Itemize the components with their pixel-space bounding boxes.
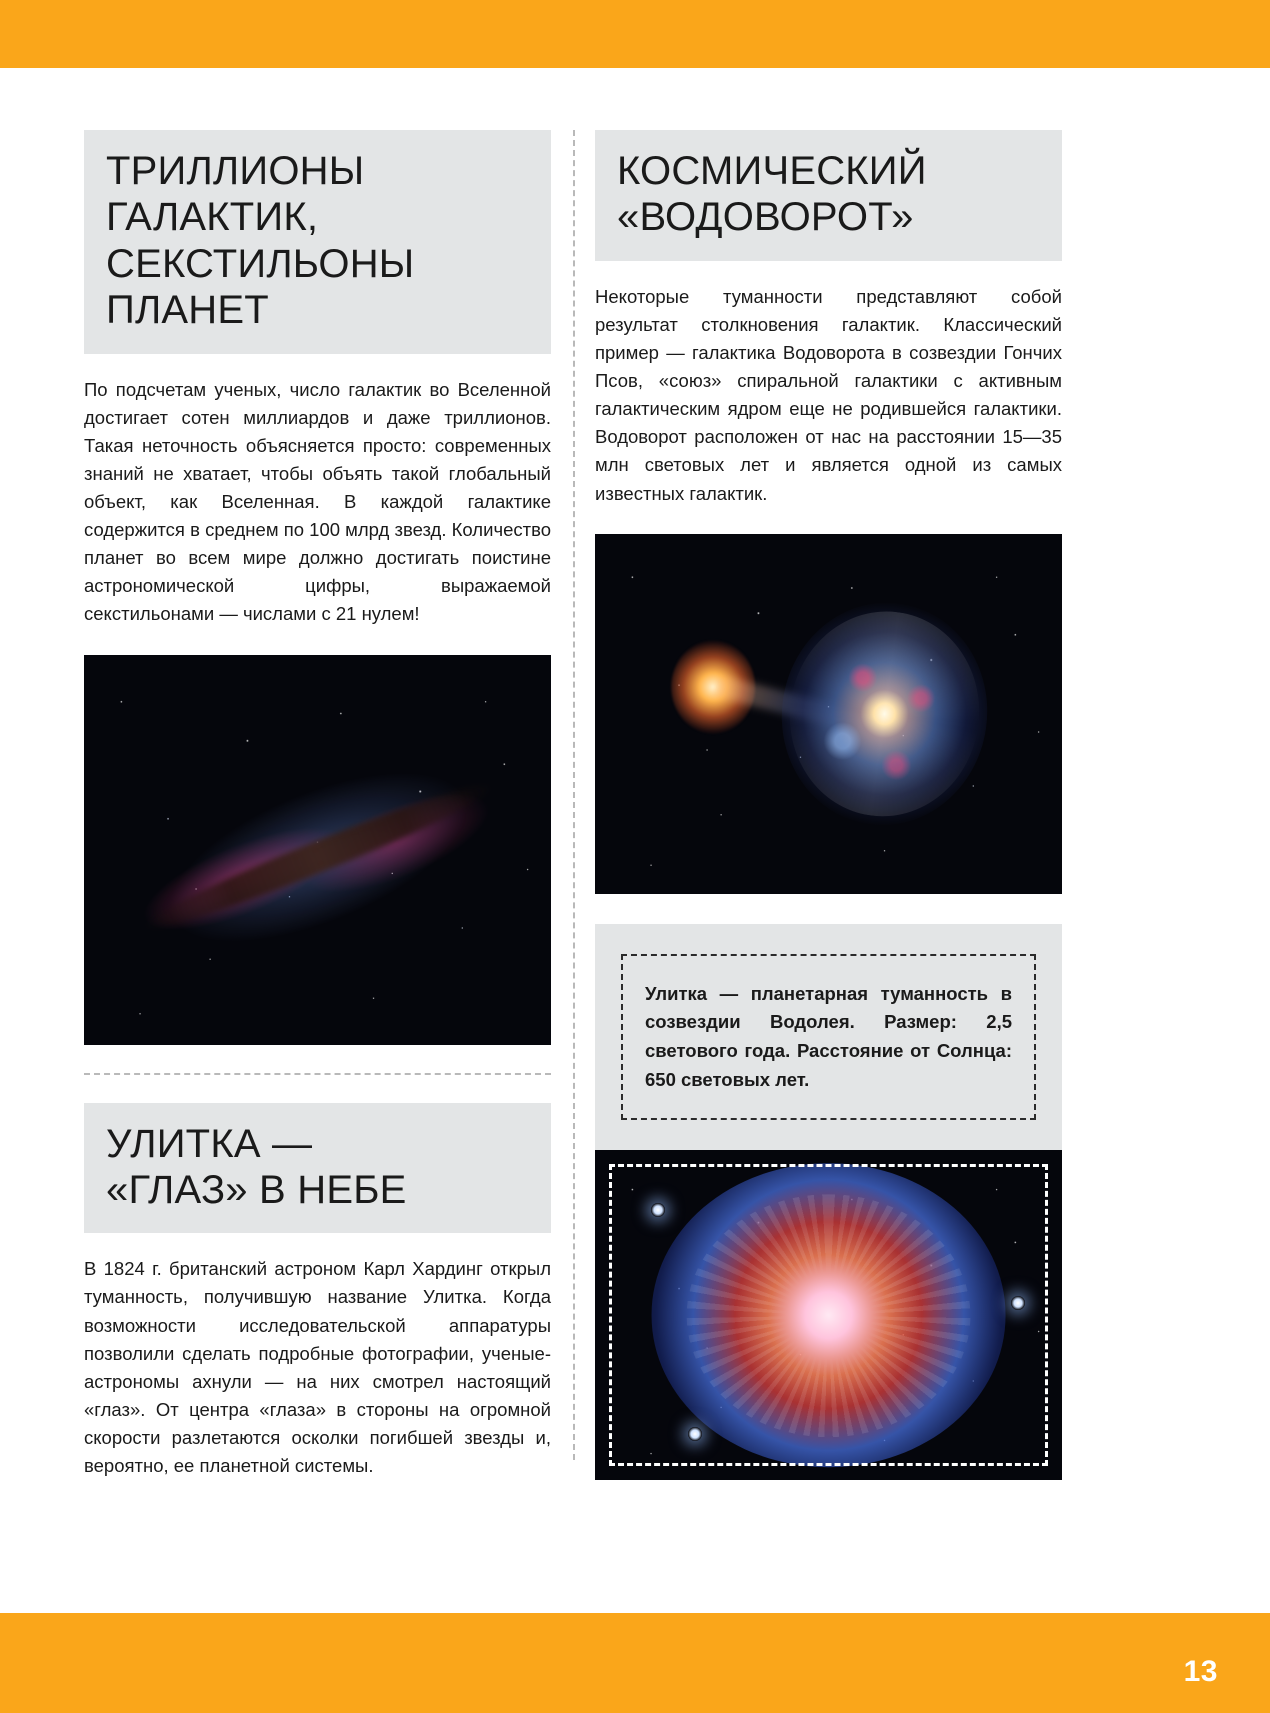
left-section-divider bbox=[84, 1073, 551, 1075]
heading-line: СЕКСТИЛЬОНЫ bbox=[106, 241, 415, 286]
top-accent-bar bbox=[0, 0, 1270, 68]
heading-line: УЛИТКА — bbox=[106, 1121, 313, 1166]
body-text-trillions-galaxies: По подсчетам ученых, число галактик во Вселенной достигает сотен миллиардов и даже триллионов. Такая неточность объясняется просто: современных знаний не хватает, чтобы объять такой глобальный объект, как Вселенная. В каждой галактике содержится в среднем по 100 млрд звезд. Количество планет во всем мире должно достигать поистине астрономической цифры, выражаемой секстильонами — числами с 21 нулем! bbox=[84, 378, 551, 625]
left-column bbox=[84, 130, 551, 1480]
page-content bbox=[0, 68, 1270, 1613]
nebula-eye-icon bbox=[651, 1164, 1006, 1468]
right-column bbox=[595, 130, 1062, 1480]
whirlpool-galaxy-image bbox=[595, 534, 1062, 894]
column-divider bbox=[573, 130, 575, 1460]
heading-line: ГАЛАКТИК, bbox=[106, 195, 319, 240]
page-number: 13 bbox=[1183, 1655, 1218, 1688]
bottom-accent-bar bbox=[0, 1613, 1270, 1713]
heading-line: «ГЛАЗ» В НЕБЕ bbox=[106, 1167, 407, 1212]
heading-line: КОСМИЧЕСКИЙ bbox=[617, 149, 927, 193]
bright-star-icon bbox=[1011, 1296, 1025, 1310]
callout-dashed-border bbox=[621, 954, 1036, 1121]
heading-line: ПЛАНЕТ bbox=[106, 288, 269, 333]
heading-cosmic-whirlpool bbox=[595, 130, 1062, 261]
helix-nebula-image bbox=[595, 1150, 1062, 1480]
heading-trillions-galaxies bbox=[84, 130, 551, 354]
callout-snail-facts bbox=[595, 924, 1062, 1151]
spiral-galaxy-image bbox=[84, 655, 551, 1045]
heading-snail-eye bbox=[84, 1103, 551, 1234]
body-text-snail-eye: В 1824 г. британский астроном Карл Хардинг открыл туманность, получившую название Улитка. Когда возможности исследовательской аппаратуры позволили сделать подробные фотографии, ученые-астрономы ахнули — на них смотрел настоящий «глаз». От центра «глаза» в стороны на огромной скорости разлетаются осколки погибшей звезды и, вероятно, ее планетной системы. bbox=[84, 1258, 551, 1477]
heading-line: «ВОДОВОРОТ» bbox=[617, 195, 914, 240]
heading-line: ТРИЛЛИОНЫ bbox=[106, 149, 365, 193]
callout-text: Улитка — планетарная туманность в созвездии Водолея. Размер: 2,5 светового года. Расстояние от Солнца: 650 световых лет. bbox=[645, 982, 1012, 1090]
body-text-cosmic-whirlpool: Некоторые туманности представляют собой результат столкновения галактик. Классический пример — галактика Водоворота в созвездии Гончих Псов, «союз» спиральной галактики с активным галактическим ядром еще не родившейся галактики. Водоворот расположен от нас на расстоянии 15—35 млн световых лет и является одной из самых известных галактик. bbox=[595, 285, 1062, 504]
